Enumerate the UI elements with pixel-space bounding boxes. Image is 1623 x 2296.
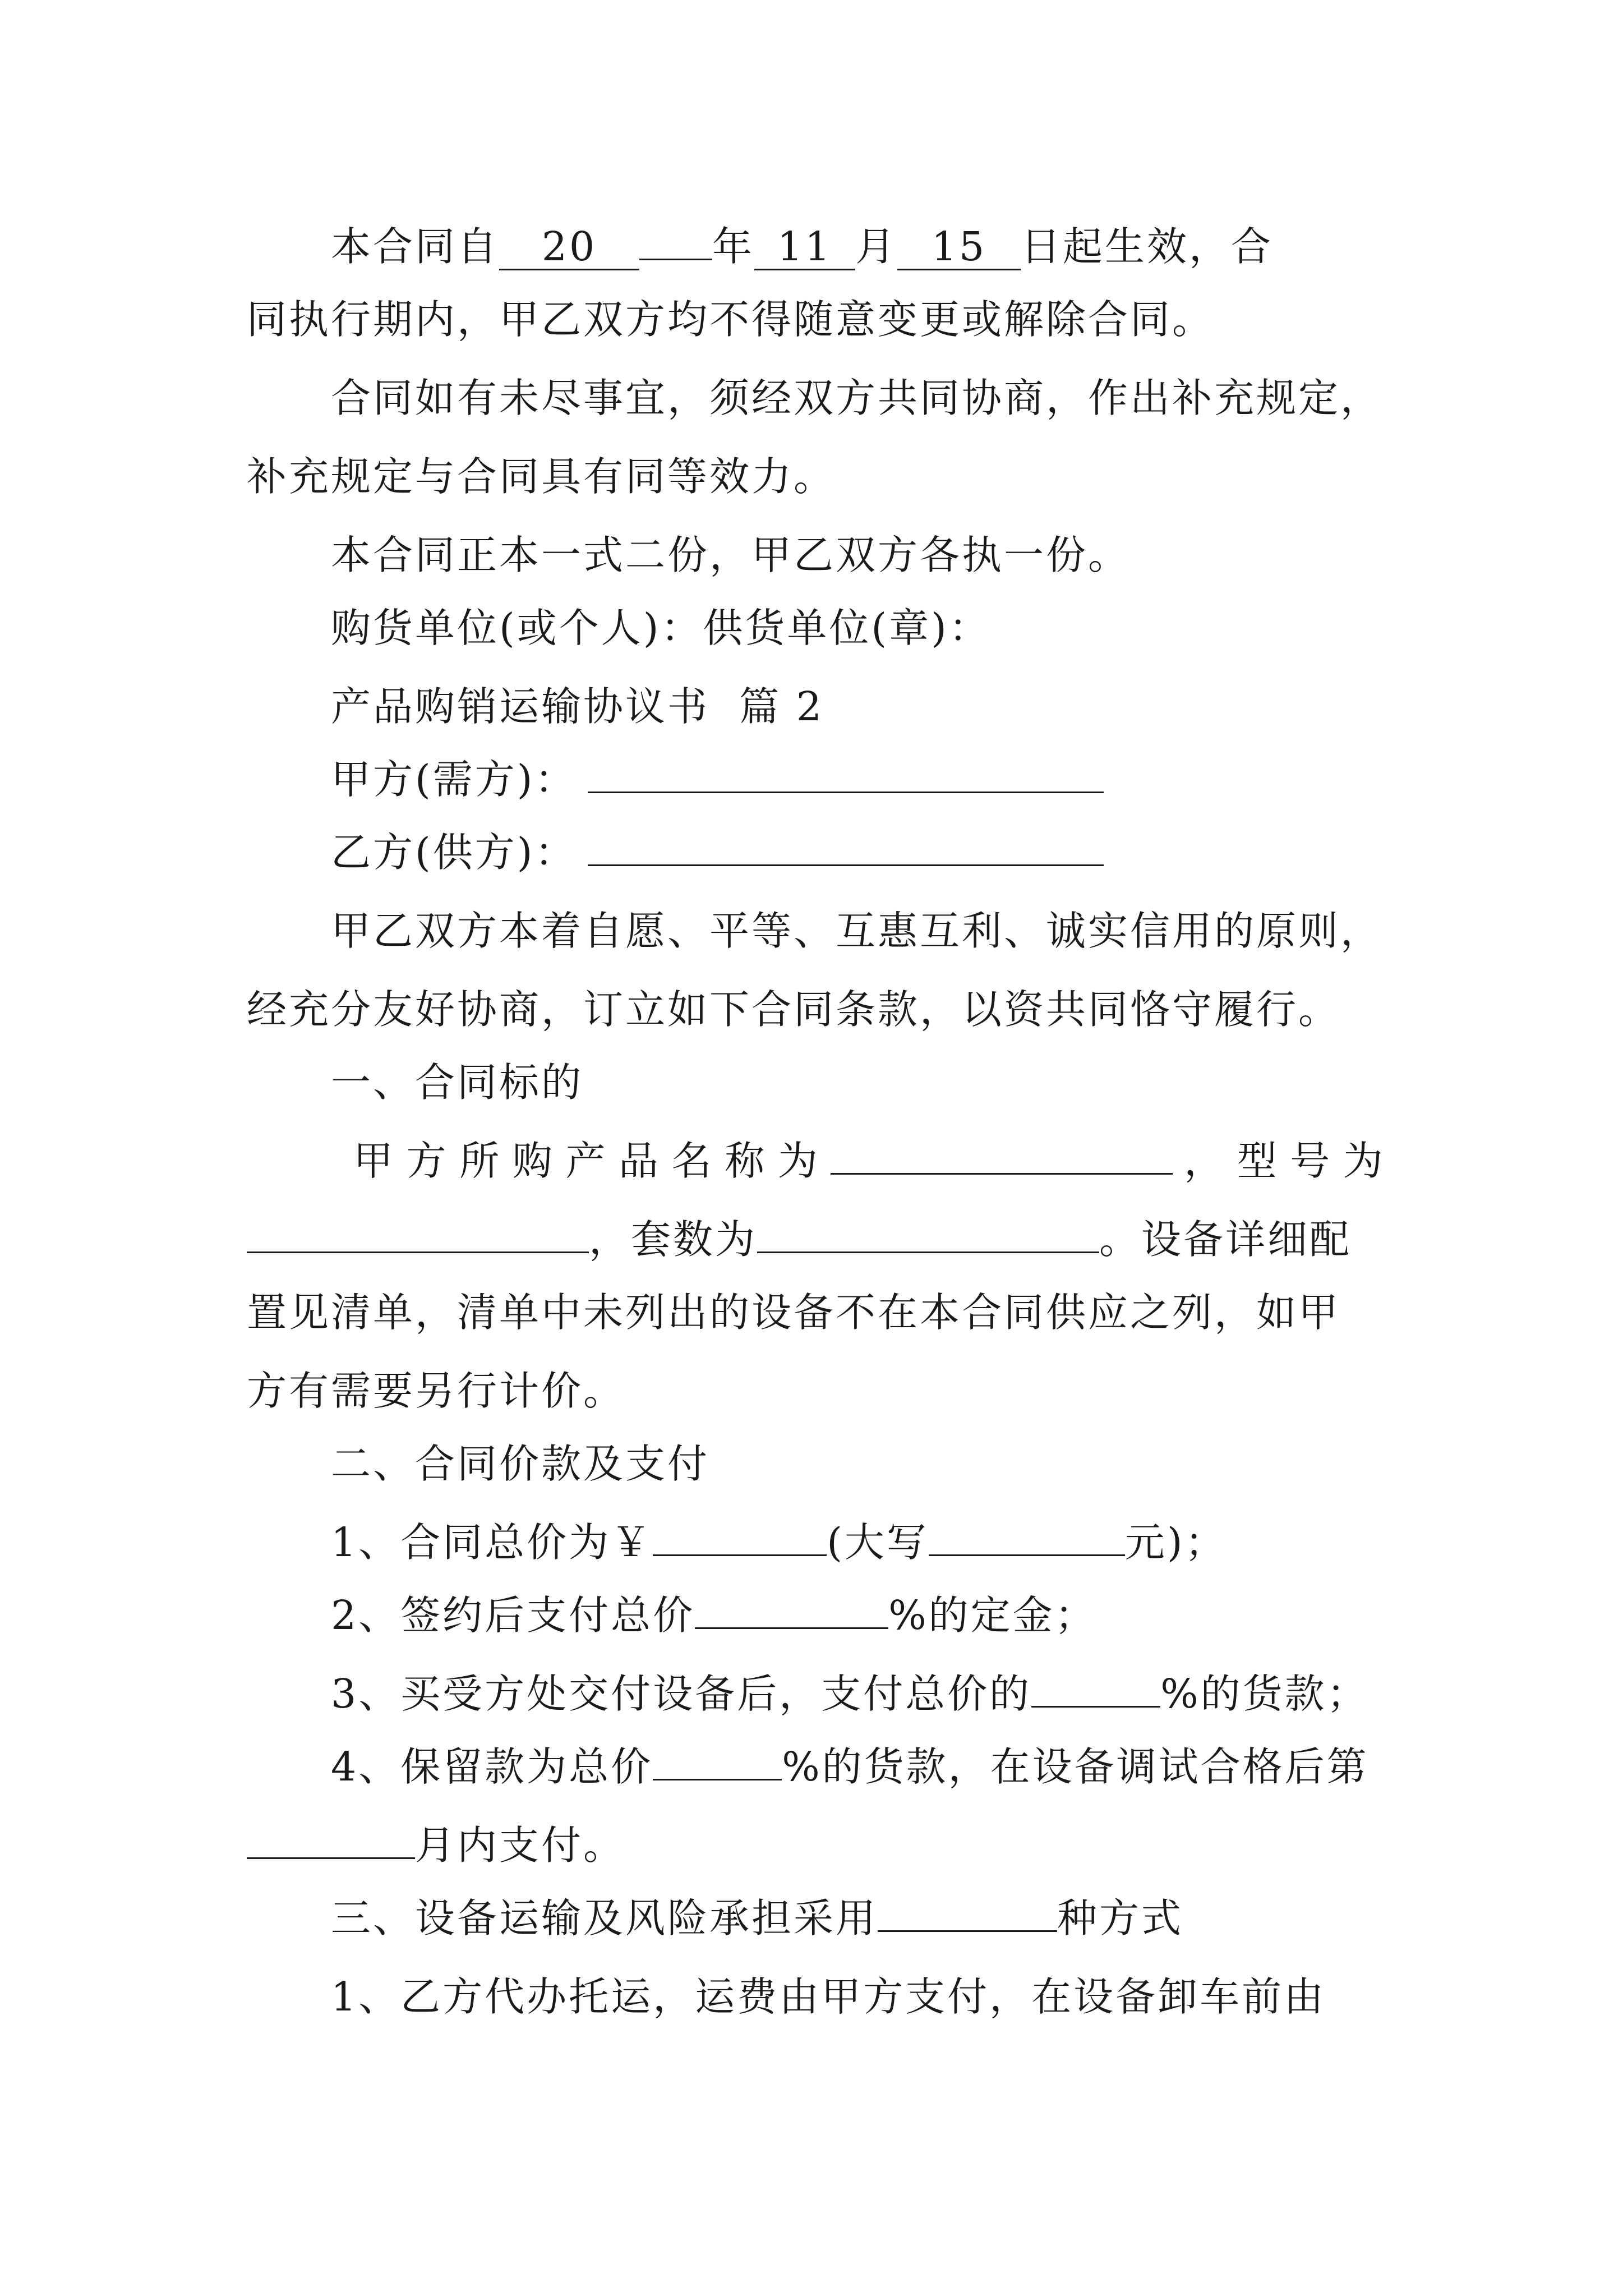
- party-b-line: [247, 813, 1385, 892]
- month-blank: [754, 225, 855, 270]
- article-1-line-2: [247, 1200, 1385, 1279]
- year-blank: [499, 225, 639, 270]
- party-b-label: 乙方(供方)：: [331, 829, 577, 876]
- article-3-item-1: 1、乙方代办托运，运费由甲方支付，在设备卸车前由: [331, 1973, 1326, 2020]
- amount-in-words-label: (大写: [827, 1519, 929, 1566]
- day-blank: [897, 225, 1021, 270]
- article-3-heading: [247, 1879, 1385, 1958]
- supplement-clause-line-2: 补充规定与合同具有同等效力。: [247, 453, 836, 500]
- effective-clause-tail: 日起生效，合: [1021, 223, 1274, 270]
- amount-in-words-blank: [929, 1517, 1125, 1556]
- article-1-line-2-end: 。设备详细配: [1099, 1216, 1352, 1263]
- product-name-char: 品: [619, 1138, 661, 1184]
- preamble-line-1: 甲乙双方本着自愿、平等、互惠互利、诚实信用的原则，: [331, 908, 1383, 954]
- article-2-heading: 二、合同价款及支付: [331, 1441, 710, 1487]
- effective-clause-text: 本合同自: [331, 223, 500, 270]
- article-1-line-1: [247, 1122, 1385, 1200]
- section-title: 产品购销运输协议书 篇 2: [331, 683, 824, 730]
- article-2-item-4-line-2: [247, 1806, 1385, 1885]
- product-name-char: 为: [777, 1138, 820, 1184]
- party-b-blank: [588, 827, 1104, 866]
- delivery-payment-label: 3、买受方处交付设备后，支付总价的: [331, 1671, 1032, 1717]
- total-price-label: 1、合同总价为￥: [331, 1519, 653, 1566]
- quantity-label: ，套数为: [589, 1216, 758, 1263]
- model-char: 型: [1237, 1138, 1279, 1184]
- product-name-char: 名: [671, 1138, 714, 1184]
- article-2-item-4: [247, 1728, 1385, 1806]
- product-name-char: 甲: [353, 1138, 396, 1184]
- deposit-percent-blank: [695, 1590, 888, 1629]
- model-blank: [247, 1214, 589, 1253]
- effective-clause-line-2: 同执行期内，甲乙双方均不得随意变更或解除合同。: [247, 296, 1215, 343]
- deposit-suffix: %的定金；: [888, 1592, 1097, 1639]
- article-1-heading: 一、合同标的: [331, 1059, 584, 1106]
- retention-label: 4、保留款为总价: [331, 1743, 653, 1790]
- party-a-line: [247, 740, 1385, 819]
- year-blank-extension: [639, 221, 712, 260]
- transport-method-blank: [878, 1893, 1057, 1932]
- month-unit: 月: [855, 223, 898, 270]
- copies-clause: 本合同正本一式二份，甲乙双方各执一份。: [331, 532, 1131, 578]
- delivery-percent-blank: [1031, 1668, 1160, 1708]
- transport-heading-suffix: 种方式: [1057, 1895, 1184, 1941]
- product-name-char: 购: [512, 1138, 555, 1184]
- retention-month-blank: [247, 1820, 415, 1859]
- retention-month-suffix: 月内支付。: [415, 1822, 626, 1869]
- model-char: 号: [1290, 1138, 1332, 1184]
- product-name-char: 所: [459, 1138, 502, 1184]
- model-char: 为: [1343, 1138, 1385, 1184]
- effective-clause-line-1: [247, 208, 1385, 286]
- transport-heading-text: 三、设备运输及风险承担采用: [331, 1895, 878, 1941]
- total-price-blank: [653, 1517, 827, 1556]
- article-1-line-3: 置见清单，清单中未列出的设备不在本合同供应之列，如甲: [247, 1289, 1341, 1336]
- year-unit: 年: [712, 223, 755, 270]
- year-value: 20: [541, 223, 597, 270]
- deposit-label: 2、签约后支付总价: [331, 1592, 695, 1639]
- product-name-char: 称: [725, 1138, 767, 1184]
- quantity-blank: [757, 1214, 1099, 1253]
- product-name-blank: [831, 1135, 1173, 1175]
- product-name-char: 产: [565, 1138, 608, 1184]
- preamble-line-2: 经充分友好协商，订立如下合同条款，以资共同恪守履行。: [247, 986, 1341, 1033]
- party-a-label: 甲方(需方)：: [331, 756, 577, 803]
- currency-unit: 元)；: [1124, 1519, 1227, 1566]
- supplement-clause-line-1: 合同如有未尽事宜，须经双方共同协商，作出补充规定，: [331, 375, 1383, 421]
- delivery-payment-suffix: %的货款；: [1160, 1671, 1369, 1717]
- retention-suffix: %的货款，在设备调试合格后第: [782, 1743, 1369, 1790]
- retention-percent-blank: [653, 1741, 782, 1780]
- article-2-item-1: [247, 1503, 1385, 1582]
- line-1-comma: ，: [1184, 1138, 1227, 1184]
- month-value: 11: [777, 223, 833, 270]
- article-1-line-4: 方有需要另行计价。: [247, 1368, 626, 1414]
- product-name-char: 方: [406, 1138, 449, 1184]
- signature-line: 购货单位(或个人)：供货单位(章)：: [331, 605, 991, 651]
- article-2-item-3: [247, 1655, 1385, 1733]
- article-2-item-2: [247, 1576, 1385, 1655]
- party-a-blank: [588, 754, 1104, 793]
- day-value: 15: [931, 223, 987, 270]
